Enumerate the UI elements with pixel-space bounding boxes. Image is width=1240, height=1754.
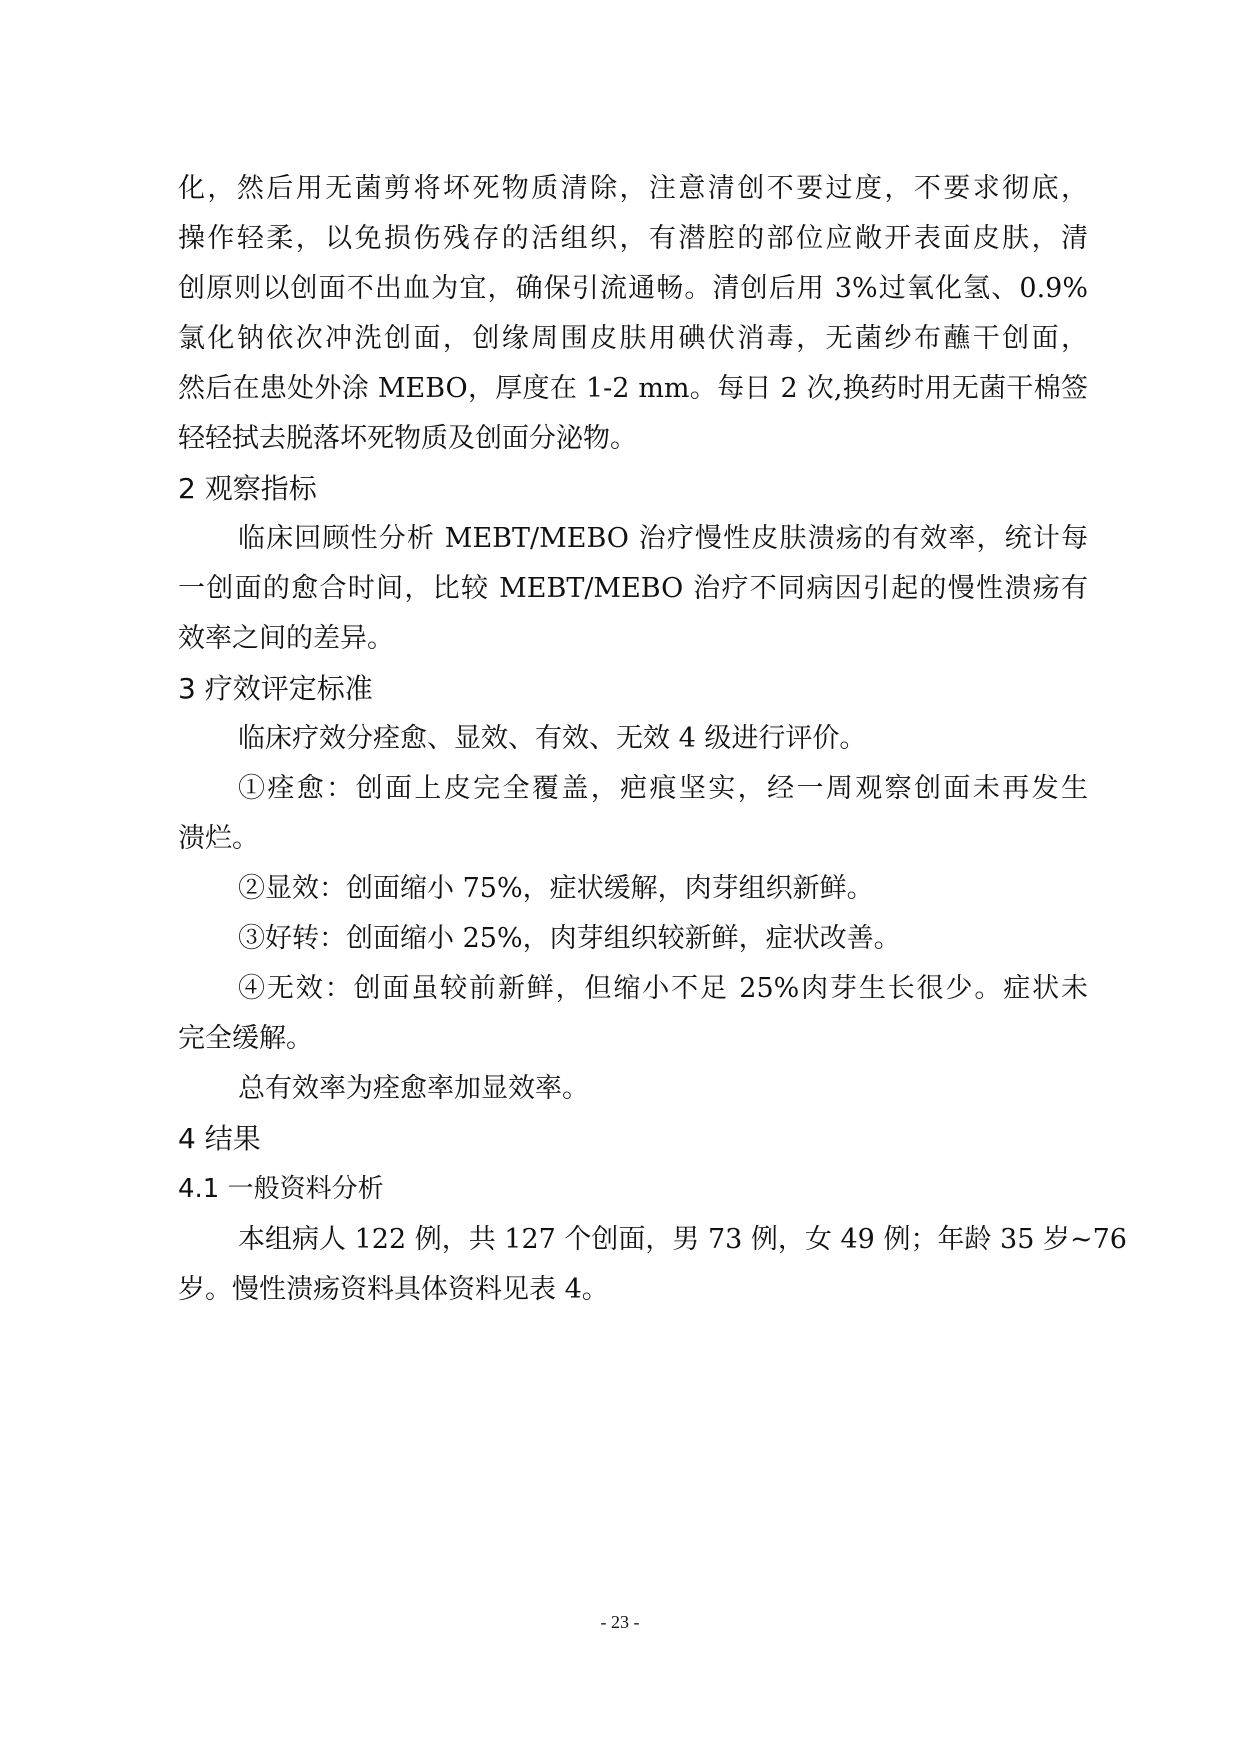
paragraph-line: 效率之间的差异。	[178, 623, 394, 654]
paragraph-line: 创原则以创面不出血为宜，确保引流通畅。清创后用 3%过氧化氢、0.9%	[178, 273, 1088, 304]
paragraph-line: 总有效率为痊愈率加显效率。	[238, 1073, 589, 1104]
paragraph-line: 轻轻拭去脱落坏死物质及创面分泌物。	[178, 423, 637, 454]
criteria-item: ①痊愈：创面上皮完全覆盖，疤痕坚实，经一周观察创面未再发生	[238, 773, 1088, 804]
paragraph-line: 临床疗效分痊愈、显效、有效、无效 4 级进行评价。	[238, 723, 867, 754]
criteria-item: ②显效：创面缩小 75%，症状缓解，肉芽组织新鲜。	[238, 873, 874, 904]
criteria-item-continuation: 完全缓解。	[178, 1023, 313, 1054]
criteria-item: ④无效：创面虽较前新鲜，但缩小不足 25%肉芽生长很少。症状未	[238, 973, 1088, 1004]
paragraph-line: 然后在患处外涂 MEBO，厚度在 1-2 mm。每日 2 次,换药时用无菌干棉签	[178, 373, 1088, 404]
paragraph-line: 本组病人 122 例，共 127 个创面，男 73 例，女 49 例；年龄 35 岁~76	[238, 1224, 1127, 1255]
paragraph-line: 操作轻柔，以免损伤残存的活组织，有潜腔的部位应敞开表面皮肤，清	[178, 223, 1088, 254]
paragraph-line: 临床回顾性分析 MEBT/MEBO 治疗慢性皮肤溃疡的有效率，统计每	[238, 523, 1088, 554]
section-heading: 2 观察指标	[178, 472, 317, 505]
section-heading: 4 结果	[178, 1122, 261, 1155]
subsection-heading: 4.1 一般资料分析	[178, 1174, 384, 1204]
page-number: - 23 -	[600, 1612, 640, 1632]
paragraph-line: 岁。慢性溃疡资料具体资料见表 4。	[178, 1274, 609, 1305]
paragraph-line: 氯化钠依次冲洗创面，创缘周围皮肤用碘伏消毒，无菌纱布蘸干创面，	[178, 323, 1088, 354]
criteria-item-continuation: 溃烂。	[178, 823, 259, 854]
paragraph-line: 一创面的愈合时间，比较 MEBT/MEBO 治疗不同病因引起的慢性溃疡有	[178, 573, 1088, 604]
criteria-item: ③好转：创面缩小 25%，肉芽组织较新鲜，症状改善。	[238, 923, 901, 954]
section-heading: 3 疗效评定标准	[178, 672, 373, 705]
paragraph-line: 化，然后用无菌剪将坏死物质清除，注意清创不要过度，不要求彻底，	[178, 173, 1088, 204]
